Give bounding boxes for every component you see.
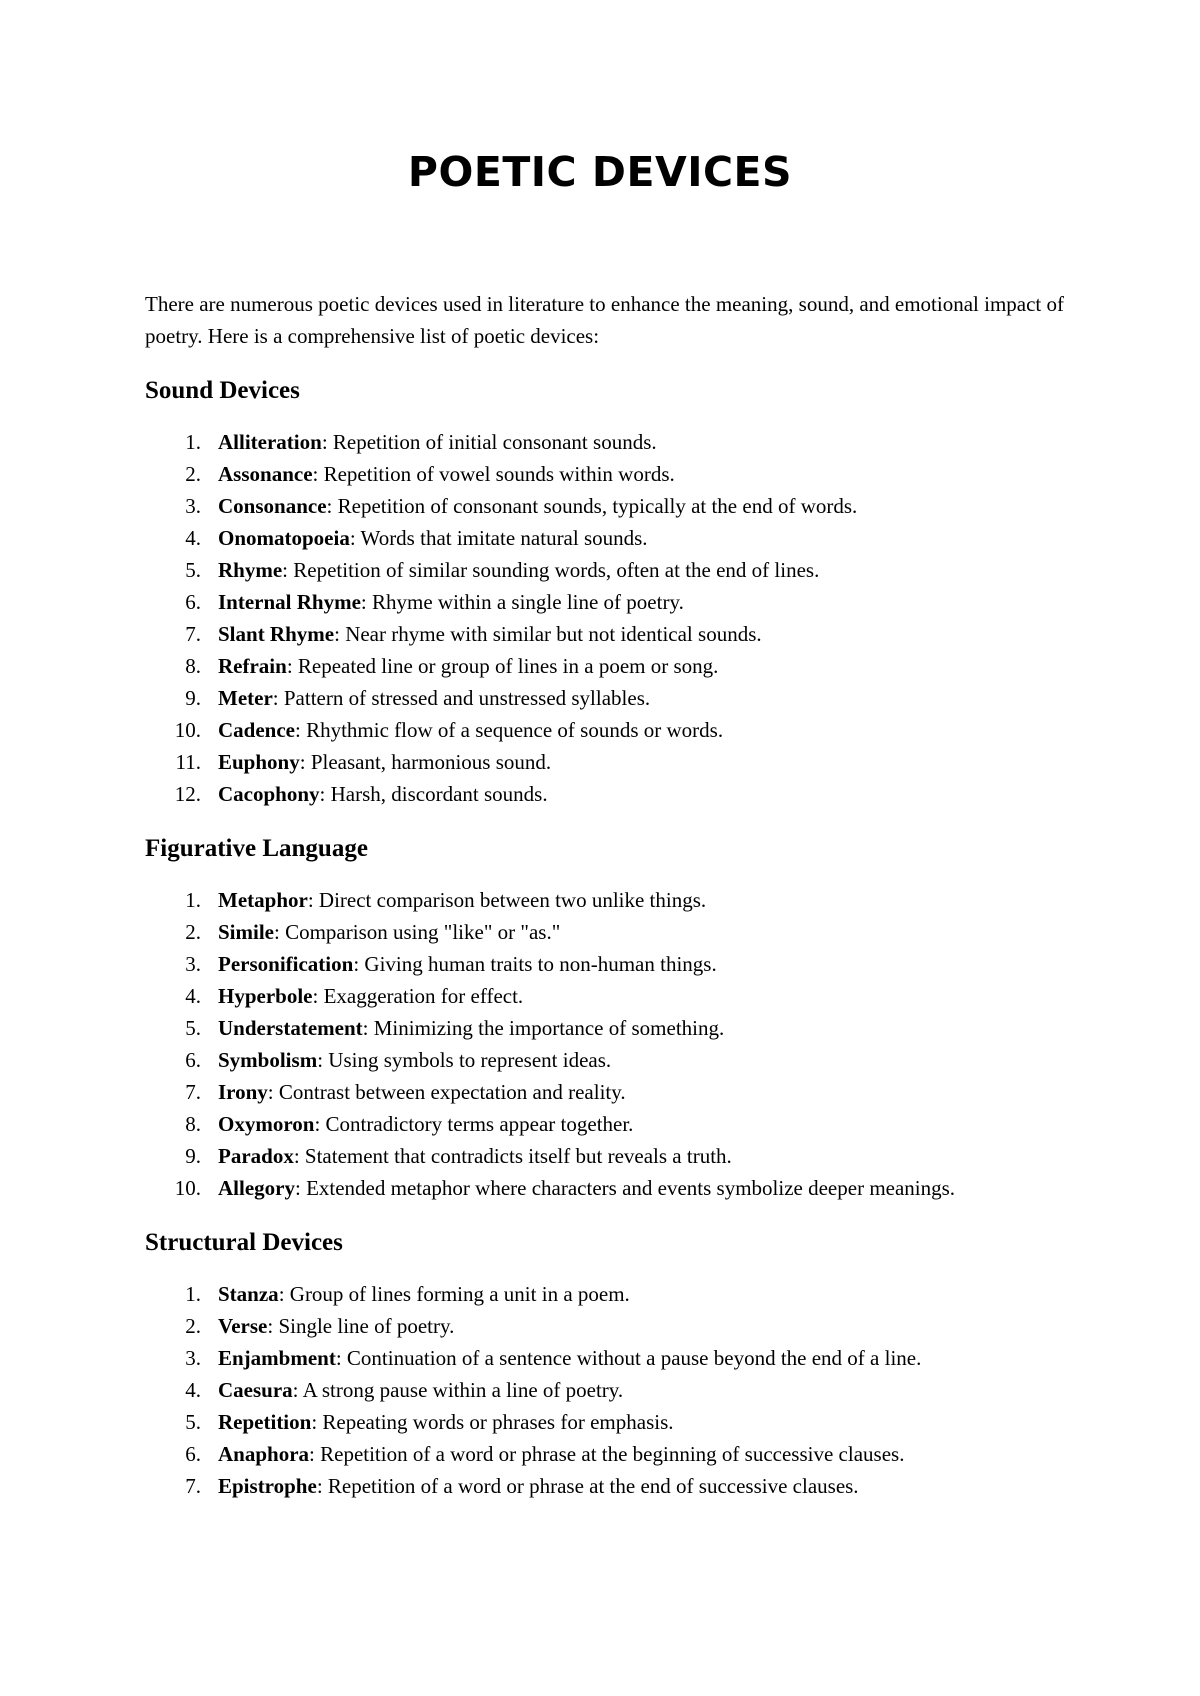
- list-item: [145, 554, 1065, 586]
- list-item: [145, 1374, 1065, 1406]
- item-number: 2.: [185, 1314, 201, 1338]
- list-item: [145, 1076, 1065, 1108]
- device-term: Epistrophe: [218, 1474, 317, 1498]
- list-item: [145, 980, 1065, 1012]
- item-number: 11.: [175, 750, 201, 774]
- device-term: Metaphor: [218, 888, 308, 912]
- item-number: 6.: [185, 1442, 201, 1466]
- item-number: 9.: [185, 1144, 201, 1168]
- item-number: 3.: [185, 952, 201, 976]
- section-sound-devices: [145, 375, 1065, 810]
- item-number: 7.: [185, 622, 201, 646]
- device-term: Simile: [218, 920, 274, 944]
- section-heading: Figurative Language: [145, 835, 368, 862]
- device-term: Enjambment: [218, 1346, 336, 1370]
- device-definition: : Exaggeration for effect.: [312, 984, 524, 1008]
- section-figurative-language: [145, 833, 1065, 1204]
- list-item: [145, 426, 1065, 458]
- device-definition: : Repetition of a word or phrase at the end of successive clauses.: [316, 1474, 859, 1498]
- item-number: 1.: [185, 888, 201, 912]
- device-definition: : Repetition of initial consonant sounds.: [321, 430, 657, 454]
- item-number: 12.: [174, 782, 201, 806]
- item-number: 7.: [185, 1474, 201, 1498]
- device-term: Personification: [218, 952, 354, 976]
- device-definition: : Harsh, discordant sounds.: [319, 782, 548, 806]
- device-term: Caesura: [218, 1378, 293, 1402]
- page-title: POETIC DEVICES: [407, 148, 793, 196]
- item-number: 10.: [174, 1176, 201, 1200]
- list-item: [145, 746, 1065, 778]
- item-number: 2.: [185, 462, 201, 486]
- device-term: Allegory: [218, 1176, 295, 1200]
- list-item: [145, 1012, 1065, 1044]
- item-number: 6.: [185, 590, 201, 614]
- item-number: 5.: [185, 558, 201, 582]
- list-item: [145, 948, 1065, 980]
- device-term: Stanza: [218, 1282, 279, 1306]
- list-item: [145, 682, 1065, 714]
- device-term: Rhyme: [218, 558, 283, 582]
- device-term: Paradox: [218, 1144, 294, 1168]
- list-item: [145, 1172, 1065, 1204]
- item-number: 1.: [185, 430, 201, 454]
- list-item: [145, 1342, 1065, 1374]
- list-item: [145, 1470, 1065, 1502]
- device-definition: : Direct comparison between two unlike things.: [307, 888, 707, 912]
- device-term: Oxymoron: [218, 1112, 315, 1136]
- section-heading: Sound Devices: [145, 377, 300, 404]
- document-body: [145, 288, 1065, 1502]
- item-number: 8.: [185, 654, 201, 678]
- list-item: [145, 522, 1065, 554]
- device-definition: : Extended metaphor where characters and events symbolize deeper meanings.: [294, 1176, 956, 1200]
- item-number: 5.: [185, 1016, 201, 1040]
- device-term: Assonance: [218, 462, 313, 486]
- device-definition: : Rhyme within a single line of poetry.: [360, 590, 684, 614]
- device-term: Onomatopoeia: [218, 526, 350, 550]
- intro-paragraph: There are numerous poetic devices used in literature to enhance the meaning, sound, and emotional impact of poetry. Here is a comprehensive list of poetic devices:: [145, 292, 1065, 348]
- device-list: [145, 1278, 1065, 1502]
- list-item: [145, 586, 1065, 618]
- device-definition: : Minimizing the importance of something.: [362, 1016, 725, 1040]
- device-term: Symbolism: [218, 1048, 318, 1072]
- list-item: [145, 916, 1065, 948]
- device-definition: : Statement that contradicts itself but reveals a truth.: [293, 1144, 732, 1168]
- device-term: Consonance: [218, 494, 327, 518]
- list-item: [145, 490, 1065, 522]
- device-term: Meter: [218, 686, 273, 710]
- item-number: 4.: [185, 526, 201, 550]
- list-item: [145, 458, 1065, 490]
- item-number: 5.: [185, 1410, 201, 1434]
- device-term: Refrain: [218, 654, 287, 678]
- device-term: Alliteration: [218, 430, 322, 454]
- device-term: Verse: [218, 1314, 268, 1338]
- list-item: [145, 1438, 1065, 1470]
- list-item: [145, 1108, 1065, 1140]
- device-definition: : Repetition of a word or phrase at the beginning of successive clauses.: [309, 1442, 905, 1466]
- item-number: 3.: [185, 494, 201, 518]
- list-item: [145, 650, 1065, 682]
- device-definition: : Repetition of similar sounding words, often at the end of lines.: [282, 558, 820, 582]
- item-number: 4.: [185, 1378, 201, 1402]
- list-item: [145, 1278, 1065, 1310]
- item-number: 9.: [185, 686, 201, 710]
- device-term: Irony: [218, 1080, 268, 1104]
- list-item: [145, 1140, 1065, 1172]
- device-definition: : Comparison using "like" or "as.": [274, 920, 561, 944]
- device-term: Cadence: [218, 718, 295, 742]
- item-number: 8.: [185, 1112, 201, 1136]
- item-number: 3.: [185, 1346, 201, 1370]
- device-list: [145, 884, 1065, 1204]
- item-number: 6.: [185, 1048, 201, 1072]
- device-definition: : Pleasant, harmonious sound.: [299, 750, 552, 774]
- list-item: [145, 1310, 1065, 1342]
- device-definition: : Repetition of vowel sounds within words.: [312, 462, 675, 486]
- device-definition: : Pattern of stressed and unstressed syllables.: [272, 686, 651, 710]
- section-heading: Structural Devices: [145, 1229, 343, 1256]
- device-definition: : Repetition of consonant sounds, typically at the end of words.: [326, 494, 858, 518]
- device-term: Repetition: [218, 1410, 312, 1434]
- device-definition: : Words that imitate natural sounds.: [349, 526, 648, 550]
- device-definition: : Single line of poetry.: [267, 1314, 455, 1338]
- device-definition: : Continuation of a sentence without a pause beyond the end of a line.: [335, 1346, 922, 1370]
- list-item: [145, 714, 1065, 746]
- device-term: Internal Rhyme: [218, 590, 361, 614]
- device-definition: : Near rhyme with similar but not identical sounds.: [334, 622, 762, 646]
- item-number: 4.: [185, 984, 201, 1008]
- device-term: Slant Rhyme: [218, 622, 335, 646]
- item-number: 1.: [185, 1282, 201, 1306]
- list-item: [145, 778, 1065, 810]
- item-number: 2.: [185, 920, 201, 944]
- device-definition: : Group of lines forming a unit in a poem.: [278, 1282, 630, 1306]
- device-definition: : Using symbols to represent ideas.: [317, 1048, 612, 1072]
- device-term: Cacophony: [218, 782, 320, 806]
- device-definition: : Repeating words or phrases for emphasis.: [311, 1410, 674, 1434]
- device-term: Anaphora: [218, 1442, 310, 1466]
- device-definition: : A strong pause within a line of poetry.: [292, 1378, 624, 1402]
- device-definition: : Contrast between expectation and reality.: [267, 1080, 626, 1104]
- device-term: Euphony: [218, 750, 300, 774]
- list-item: [145, 884, 1065, 916]
- device-definition: : Repeated line or group of lines in a poem or song.: [286, 654, 719, 678]
- list-item: [145, 618, 1065, 650]
- list-item: [145, 1044, 1065, 1076]
- list-item: [145, 1406, 1065, 1438]
- device-definition: : Rhythmic flow of a sequence of sounds or words.: [295, 718, 724, 742]
- device-definition: : Giving human traits to non-human things.: [353, 952, 717, 976]
- device-list: [145, 426, 1065, 810]
- device-term: Hyperbole: [218, 984, 313, 1008]
- item-number: 10.: [174, 718, 201, 742]
- device-term: Understatement: [218, 1016, 363, 1040]
- item-number: 7.: [185, 1080, 201, 1104]
- device-definition: : Contradictory terms appear together.: [314, 1112, 634, 1136]
- section-structural-devices: [145, 1227, 1065, 1502]
